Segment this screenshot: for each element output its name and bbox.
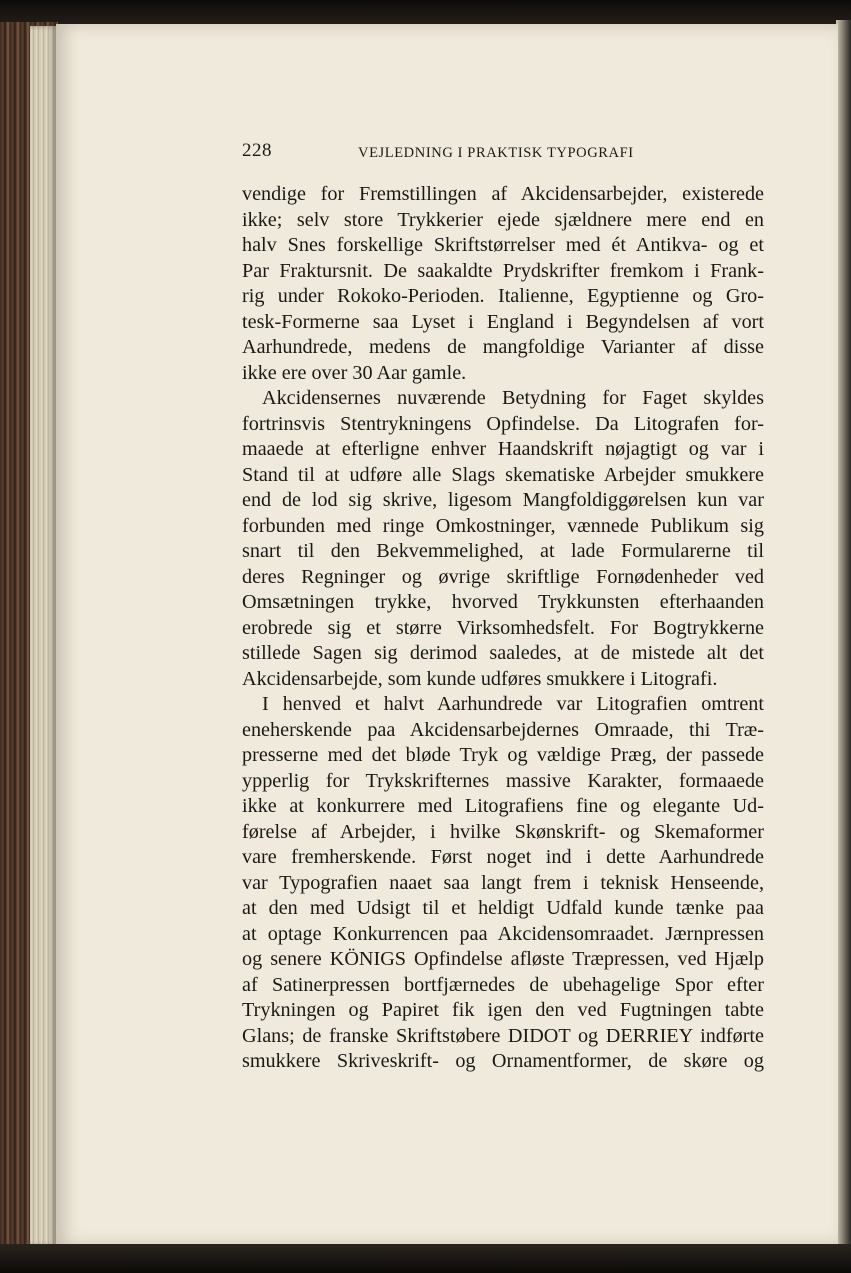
scan-bottom-border (0, 1244, 851, 1273)
text-line: Omsætningen trykke, hvorved Trykkunsten efterhaanden (242, 591, 764, 613)
text-line: at optage Konkurrencen paa Akcidensomraadet. Jærnpressen (242, 922, 764, 945)
text-line: erobrede sig et større Virksomhedsfelt. For Bogtrykkerne (242, 616, 764, 639)
page-right-edge (836, 20, 851, 1248)
text-line: presserne med det bløde Tryk og vældige Præg, der passede (242, 744, 764, 766)
text-line: førelse af Arbejder, i hvilke Skønskrift- og Skemaformer (242, 820, 764, 843)
text-line: halv Snes forskellige Skriftstørrelser med ét Antikva- og et (242, 234, 764, 256)
text-line: ikke; selv store Trykkerier ejede sjældnere mere end en (242, 208, 764, 231)
text-line: maaede at efterligne enhver Haandskrift nøjagtigt og var i (242, 438, 764, 460)
running-title: VEJLEDNING I PRAKTISK TYPOGRAFI (358, 145, 634, 161)
text-line: ypperlig for Trykskrifternes massive Karakter, formaaede (242, 769, 764, 792)
text-line: I henved et halvt Aarhundrede var Litografien omtrent (262, 693, 764, 715)
text-line: forbunden med ringe Omkostninger, vænnede Publikum sig (242, 514, 764, 537)
text-line: tesk-Formerne saa Lyset i England i Begyndelsen af vort (242, 310, 764, 333)
text-line: deres Regninger og øvrige skriftlige Fornødenheder ved (242, 565, 764, 588)
text-line: vare fremherskende. Først noget ind i dette Aarhundrede (242, 846, 764, 868)
text-line: at den med Udsigt til et heldigt Udfald kunde tænke paa (242, 897, 764, 919)
text-line: af Satinerpressen bortfjærnedes de ubehagelige Spor efter (242, 973, 764, 996)
text-line: Akcidensernes nuværende Betydning for Faget skyldes (262, 387, 764, 409)
text-line: stillede Sagen sig derimod saaledes, at de mistede alt det (242, 642, 764, 664)
text-line: Glans; de franske Skriftstøbere DIDOT og DERRIEY indførte (242, 1024, 764, 1047)
text-line: Trykningen og Papiret fik igen den ved Fugtningen tabte (242, 999, 764, 1021)
text-line: end de lod sig skrive, ligesom Mangfoldiggørelsen kun var (242, 489, 764, 511)
text-line: ikke at konkurrere med Litografiens fine og elegante Ud- (242, 795, 764, 817)
text-line: vendige for Fremstillingen af Akcidensarbejder, existerede (242, 183, 764, 205)
text-line: ikke ere over 30 Aar gamle. (242, 361, 467, 384)
body-text (242, 182, 764, 1075)
text-line: og senere KÖNIGS Opfindelse afløste Træpressen, ved Hjælp (242, 948, 764, 970)
text-line: Par Fraktursnit. De saakaldte Prydskrifter fremkom i Frank- (242, 259, 764, 282)
text-line: Aarhundrede, medens de mangfoldige Varianter af disse (242, 336, 764, 358)
stacked-page-edges (30, 26, 56, 1246)
text-line: rig under Rokoko-Perioden. Italienne, Egyptienne og Gro- (242, 285, 764, 307)
scan-top-border (0, 0, 851, 24)
text-line: snart til den Bekvemmelighed, at lade Formularerne til (242, 540, 764, 562)
text-line: Stand til at udføre alle Slags skematiske Arbejder smukkere (242, 463, 764, 486)
text-line: var Typografien naaet saa langt frem i teknisk Henseende, (242, 871, 764, 894)
running-header (242, 140, 764, 170)
page-number: 228 (242, 140, 272, 161)
text-line: fortrinsvis Stentrykningens Opfindelse. Da Litografen for- (242, 412, 764, 435)
text-line: smukkere Skriveskrift- og Ornamentformer, de skøre og (242, 1050, 764, 1072)
text-line: eneherskende paa Akcidensarbejdernes Omraade, thi Træ- (242, 718, 764, 741)
text-line: Akcidensarbejde, som kunde udføres smukkere i Litografi. (242, 667, 718, 690)
